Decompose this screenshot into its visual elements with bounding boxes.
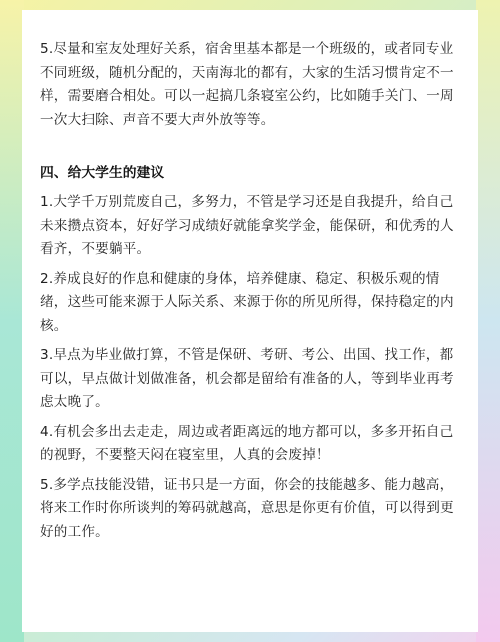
advice-item-1: 1.大学千万别荒废自己，多努力，不管是学习还是自我提升，给自己未来攒点资本，好好学习成绩好就能拿奖学金，能保研，和优秀的人看齐，不要躺平。 [40,194,454,257]
advice-item-5: 5.多学点技能没错，证书只是一方面，你会的技能越多、能力越高，将来工作时你所谈判的筹码就越高，意思是你更有价值，可以得到更好的工作。 [40,476,454,540]
advice-item-2: 2.养成良好的作息和健康的身体，培养健康、稳定、积极乐观的情绪，这些可能来源于人际关系、来源于你的所见所得，保持稳定的内核。 [40,270,454,334]
advice-item-4: 4.有机会多出去走走，周边或者距离远的地方都可以，多多开拓自己的视野，不要整天闷在寝室里，人真的会废掉！ [40,423,454,463]
background-gradient-right [476,0,500,642]
intro-paragraph: 5.尽量和室友处理好关系，宿舍里基本都是一个班级的，或者同专业不同班级，随机分配的，天南海北的都有，大家的生活习惯肯定不一样，需要磨合相处。可以一起搞几条寝室公约，比如随手关门、一周一次大扫除、声音不要大声外放等等。 [40,41,454,128]
section-title: 四、给大学生的建议 [40,165,165,181]
document-card [22,10,478,632]
advice-item-3: 3.早点为毕业做打算，不管是保研、考研、考公、出国、找工作，都可以，早点做计划做准备，机会都是留给有准备的人，等到毕业再考虑太晚了。 [40,347,454,410]
background-gradient-left [0,0,24,642]
